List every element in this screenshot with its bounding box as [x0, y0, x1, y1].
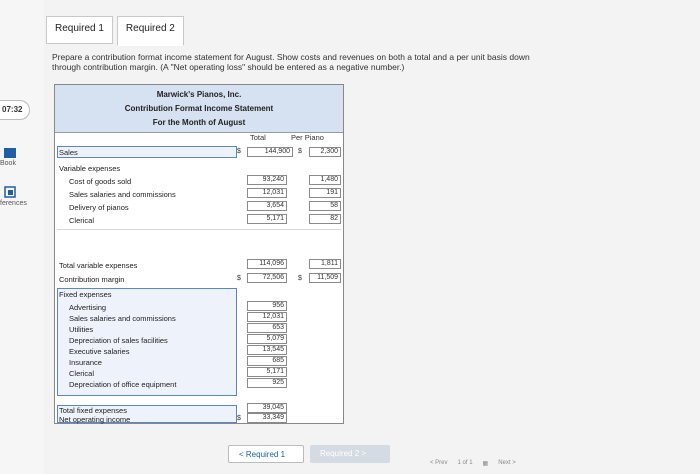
variable-expenses-header: Variable expenses [59, 164, 121, 173]
column-header-total: Total [250, 133, 266, 142]
divider [57, 229, 341, 230]
grid-icon[interactable]: ▦ [482, 461, 489, 467]
variable-row-label: Cost of goods sold [69, 177, 132, 186]
references-icon [4, 186, 16, 198]
sales-label: Sales [59, 148, 78, 157]
company-name: Marwick's Pianos, Inc. [156, 90, 242, 99]
total-fixed-total[interactable]: 39,045 [247, 403, 287, 413]
required-1-back-button[interactable]: < Required 1 [228, 445, 304, 463]
fixed-row-label: Advertising [69, 303, 107, 312]
sales-label-box [57, 146, 237, 158]
variable-total-input[interactable]: 93,240 [247, 175, 287, 185]
instructions-text: Prepare a contribution format income statement for August. Show costs and revenues on both a total and a per unit basis down through contribution margin. (A "Net operating loss" should be entered as a negative number.) [52, 52, 530, 72]
book-icon [4, 148, 16, 158]
fixed-total-input[interactable]: 685 [247, 356, 287, 366]
sidebar-item-book[interactable] [0, 148, 44, 167]
sales-total-input[interactable]: 144,900 [247, 147, 293, 157]
tab-bar [46, 16, 188, 46]
variable-per-input[interactable]: 82 [309, 214, 341, 224]
tab-required-2[interactable]: Required 2 [117, 16, 184, 46]
variable-per-input[interactable]: 58 [309, 201, 341, 211]
variable-total-input[interactable]: 5,171 [247, 214, 287, 224]
sidebar-item-label: Book [0, 160, 16, 167]
fixed-row-label: Depreciation of office equipment [69, 380, 177, 389]
fixed-row-label: Sales salaries and commissions [69, 314, 176, 323]
fixed-total-input[interactable]: 956 [247, 301, 287, 311]
prev-button[interactable]: < Prev [430, 460, 448, 466]
fixed-total-input[interactable]: 12,031 [247, 312, 287, 322]
fixed-row-label: Executive salaries [69, 347, 130, 356]
dollar-sign: $ [298, 275, 302, 282]
fixed-total-input[interactable]: 925 [247, 378, 287, 388]
sales-per-input[interactable]: 2,300 [309, 147, 341, 157]
contribution-margin-per[interactable]: 11,509 [309, 273, 341, 283]
dollar-sign: $ [298, 148, 302, 155]
net-operating-income-total[interactable]: 33,349 [247, 413, 287, 423]
statement-period: For the Month of August [152, 118, 246, 127]
fixed-row-label: Clerical [69, 369, 95, 378]
column-header-per-piano: Per Piano [291, 133, 324, 142]
fixed-total-input[interactable]: 13,545 [247, 345, 287, 355]
total-variable-label: Total variable expenses [59, 261, 138, 270]
fixed-row-label: Depreciation of sales facilities [69, 336, 168, 345]
total-variable-total[interactable]: 114,096 [247, 259, 287, 269]
dollar-sign: $ [237, 275, 241, 282]
fixed-total-input[interactable]: 5,079 [247, 334, 287, 344]
income-statement-table [54, 84, 344, 424]
variable-row-label: Clerical [69, 216, 95, 225]
left-sidebar [0, 0, 44, 474]
variable-total-input[interactable]: 3,654 [247, 201, 287, 211]
variable-total-input[interactable]: 12,031 [247, 188, 287, 198]
timer: 07:32 [0, 100, 30, 120]
total-variable-per[interactable]: 1,811 [309, 259, 341, 269]
fixed-row-label: Insurance [69, 358, 102, 367]
required-2-forward-button[interactable]: Required 2 > [310, 445, 390, 463]
sidebar-item-label: ferences [0, 200, 27, 207]
tab-required-1[interactable]: Required 1 [46, 16, 113, 44]
fixed-expenses-header: Fixed expenses [59, 290, 112, 299]
dollar-sign: $ [237, 148, 241, 155]
fixed-row-label: Utilities [69, 325, 94, 334]
fixed-total-input[interactable]: 5,171 [247, 367, 287, 377]
statement-header [55, 85, 343, 133]
page-indicator: 1 of 1 [457, 460, 473, 466]
sidebar-item-references[interactable] [0, 186, 44, 207]
dollar-sign: $ [237, 415, 241, 422]
variable-row-label: Sales salaries and commissions [69, 190, 176, 199]
net-operating-income-label: Net operating income [59, 415, 131, 424]
contribution-margin-label: Contribution margin [59, 275, 125, 284]
statement-title: Contribution Format Income Statement [124, 104, 274, 113]
variable-per-input[interactable]: 191 [309, 188, 341, 198]
fixed-total-input[interactable]: 653 [247, 323, 287, 333]
next-button[interactable]: Next > [498, 460, 516, 466]
variable-per-input[interactable]: 1,480 [309, 175, 341, 185]
question-pager [430, 460, 516, 467]
variable-row-label: Delivery of pianos [69, 203, 129, 212]
contribution-margin-total[interactable]: 72,506 [247, 273, 287, 283]
total-fixed-label: Total fixed expenses [59, 406, 127, 415]
